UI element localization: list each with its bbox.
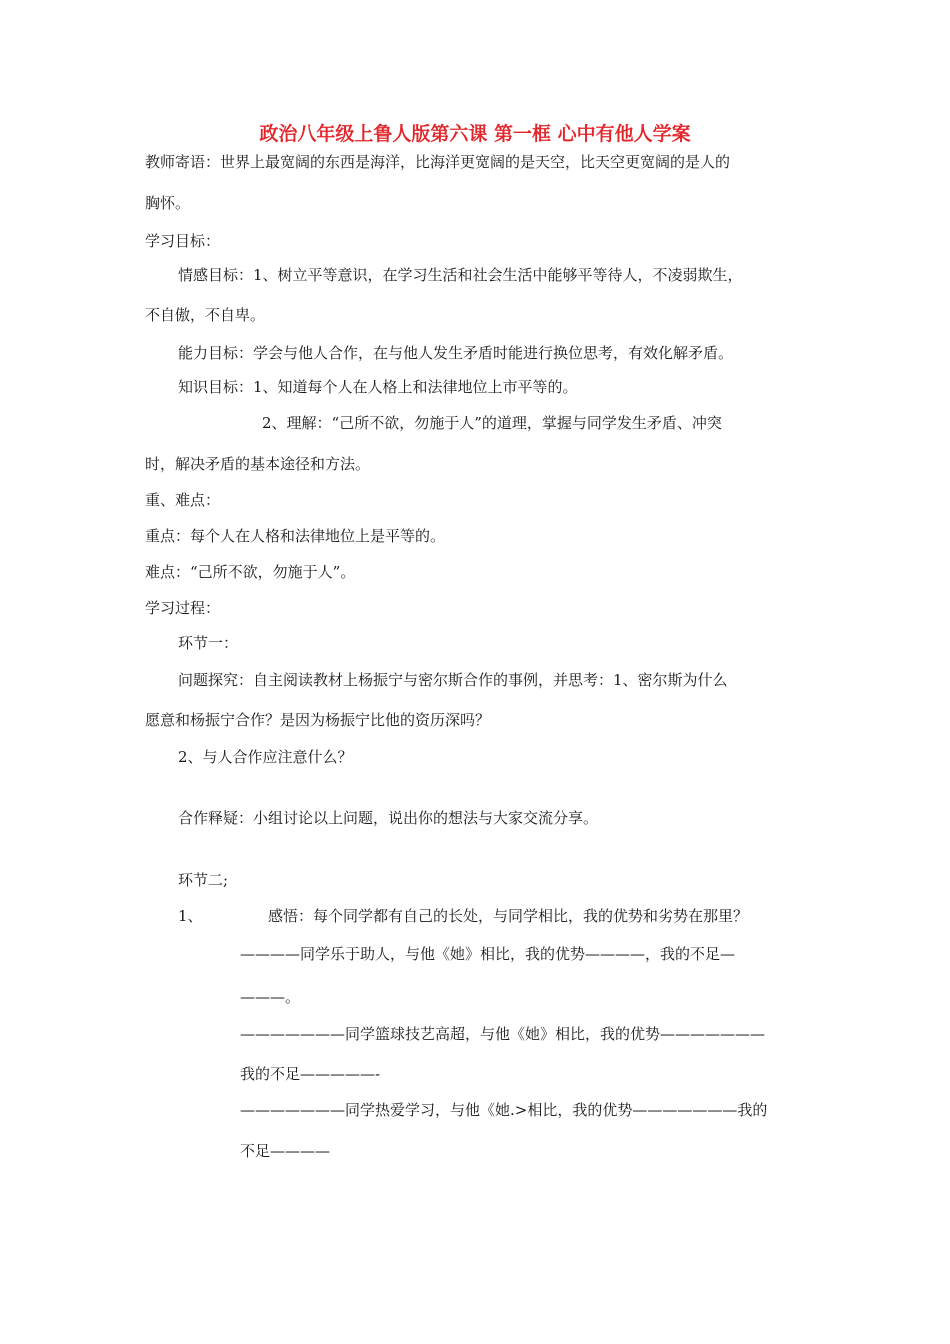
text-line: 情感目标：1、树立平等意识，在学习生活和社会生活中能够平等待人，不凌弱欺生， bbox=[178, 266, 743, 284]
text-line: 时，解决矛盾的基本途径和方法。 bbox=[145, 455, 371, 473]
text-line: 胸怀。 bbox=[145, 194, 191, 212]
section-heading: 学习目标： bbox=[145, 232, 221, 250]
text-line: 2、理解：“己所不欲，勿施于人”的道理，掌握与同学发生矛盾、冲突 bbox=[262, 414, 722, 432]
text-line: 重点：每个人在人格和法律地位上是平等的。 bbox=[145, 527, 446, 545]
text-line: 感悟：每个同学都有自己的长处，与同学相比，我的优势和劣势在那里？ bbox=[268, 907, 749, 925]
text-line: 环节二; bbox=[178, 871, 229, 889]
text-line: ———————同学篮球技艺高超，与他《她》相比，我的优势——————— bbox=[240, 1025, 766, 1043]
text-line: 问题探究：自主阅读教材上杨振宁与密尔斯合作的事例，并思考：1、密尔斯为什么 bbox=[178, 671, 728, 689]
text-line: 2、与人合作应注意什么？ bbox=[178, 748, 353, 766]
text-line: ———。 bbox=[240, 988, 301, 1006]
text-line: 难点：“己所不欲，勿施于人”。 bbox=[145, 563, 356, 581]
text-line: 合作释疑：小组讨论以上问题，说出你的想法与大家交流分享。 bbox=[178, 809, 599, 827]
text-line: 教师寄语：世界上最宽阔的东西是海洋，比海洋更宽阔的是天空，比天空更宽阔的是人的 bbox=[145, 153, 731, 171]
text-line: 我的不足—————- bbox=[240, 1065, 381, 1083]
text-line: ———————同学热爱学习，与他《她.>相比，我的优势———————我的 bbox=[240, 1101, 768, 1119]
section-heading: 重、难点： bbox=[145, 491, 221, 509]
text-line: 愿意和杨振宁合作？是因为杨振宁比他的资历深吗？ bbox=[145, 711, 491, 729]
text-line: 环节一： bbox=[178, 634, 239, 652]
text-line: 不自傲，不自卑。 bbox=[145, 306, 266, 324]
text-line: 知识目标：1、知道每个人在人格上和法律地位上市平等的。 bbox=[178, 378, 578, 396]
text-line: 能力目标：学会与他人合作，在与他人发生矛盾时能进行换位思考，有效化解矛盾。 bbox=[178, 344, 734, 362]
text-line: 不足———— bbox=[240, 1142, 331, 1160]
section-heading: 学习过程： bbox=[145, 599, 221, 617]
document-title: 政治八年级上鲁人版第六课 第一框 心中有他人学案 bbox=[259, 123, 691, 145]
text-line: ————同学乐于助人，与他《她》相比，我的优势————，我的不足— bbox=[240, 945, 736, 963]
list-number: 1、 bbox=[178, 907, 203, 925]
